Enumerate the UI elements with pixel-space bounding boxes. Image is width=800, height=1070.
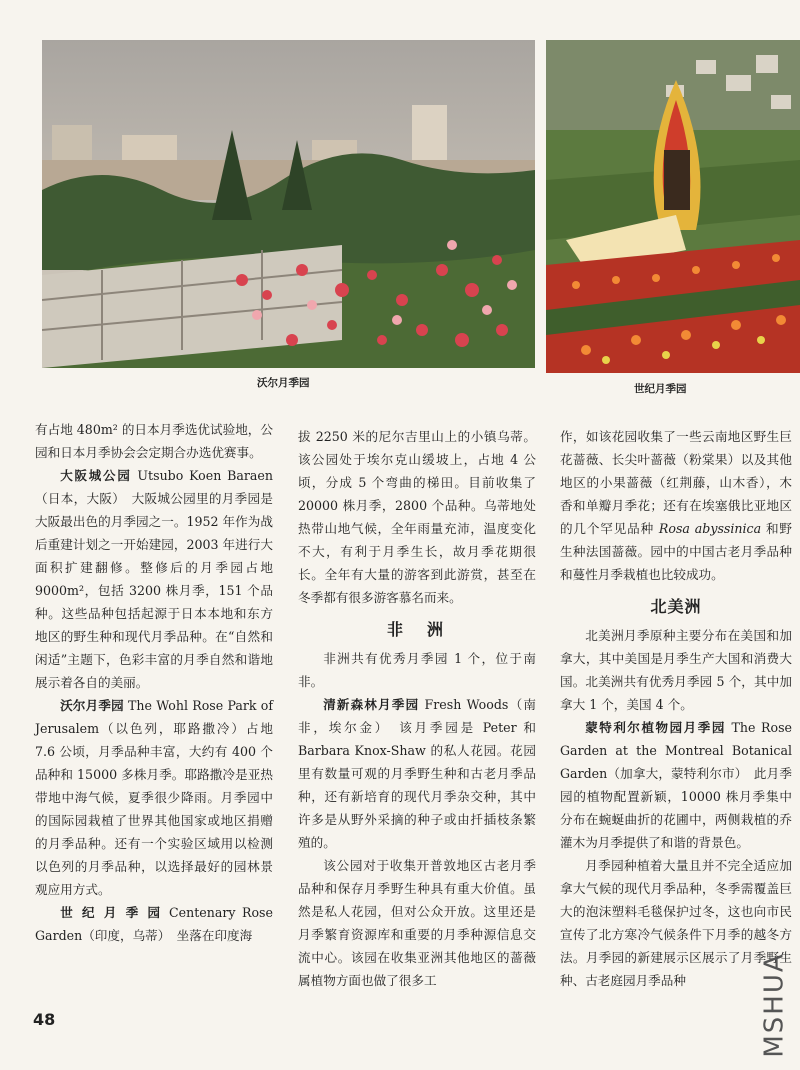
right-photo-caption: 世纪月季园 xyxy=(634,383,687,395)
paragraph-text: Utsubo Koen Baraen（日本，大阪） 大阪城公园里的月季园是大阪最出色的月季园之一。1952 年作为战后重建计划之一开始建园，2003 年进行大面积扩建翻修。整修后的月季园占地 9000m²，包括 3200 株月季，151 个品种。这些品种包括起源于日本本地和东方地区的野生种和现代月季品种。在“自然和闲适”主题下，色彩丰富的月季自然和谐地展示着各自的美丽。 xyxy=(35,468,273,690)
paragraph-montreal xyxy=(560,716,792,854)
text-column-1 xyxy=(35,418,273,947)
paragraph: 有占地 480m² 的日本月季选优试验地，公园和日本月季协会会定期合办选优赛事。 xyxy=(35,422,273,460)
watermark-text: MSHUA xyxy=(759,952,790,1058)
wohl-rose-park-photo xyxy=(42,40,535,368)
paragraph: 北美洲月季原种主要分布在美国和加拿大，其中美国是月季生产大国和消费大国。北美洲共有优秀月季园 5 个，其中加拿大 1 个，美国 4 个。 xyxy=(560,628,792,712)
paragraph xyxy=(560,425,792,586)
paragraph-text: Fresh Woods（南非，埃尔金） 该月季园是 Peter 和 Barbara Knox-Shaw 的私人花园。花园里有数量可观的月季野生种和古老月季品种，还有新培育的现代月季杂交种，其中许多是从野外采摘的种子或由扦插枝条繁殖的。 xyxy=(298,697,536,850)
paragraph: 该公园对于收集开普敦地区古老月季品种和保存月季野生种具有重大价值。虽然是私人花园，但对公众开放。这里还是月季繁育资源库和重要的月季种源信息交流中心。该园在收集亚洲其他地区的蔷薇属植物方面也做了很多工 xyxy=(298,858,536,988)
garden-name: 沃尔月季园 xyxy=(60,698,124,713)
text-column-2 xyxy=(298,425,536,992)
garden-name: 清新森林月季园 xyxy=(323,697,420,712)
section-heading-africa: 非 洲 xyxy=(386,620,447,639)
text-column-3 xyxy=(560,425,792,992)
garden-name: 蒙特利尔植物园月季园 xyxy=(585,720,726,735)
paragraph: 非洲共有优秀月季园 1 个，位于南非。 xyxy=(298,651,536,689)
watermark xyxy=(758,950,798,1060)
garden-name: 大阪城公园 xyxy=(60,468,132,483)
paragraph: 拔 2250 米的尼尔吉里山上的小镇乌蒂。该公园处于埃尔克山缓坡上，占地 4 公顷，分成 5 个弯曲的梯田。目前收集了 20000 株月季，2800 个品种。乌蒂地处热带山地气候，全年雨量充沛，温度变化不大，有利于月季生长，故月季花期很长。全年有大量的游客到此游赏，甚至在冬季都有很多游客慕名而来。 xyxy=(298,429,536,605)
section-heading-north-america: 北美洲 xyxy=(650,597,702,616)
paragraph-text: The Wohl Rose Park of Jerusalem（以色列，耶路撒冷）占地 7.6 公顷，月季品种丰富，大约有 400 个品种和 15000 多株月季。耶路撒冷是亚热带地中海气候，夏季很少降雨。月季园中的国际园栽植了世界其他国家或地区捐赠的月季品种。还有一个实验区域用以检测以色列的月季品种，以选择最好的园林景观应用方式。 xyxy=(35,698,273,897)
paragraph: 月季园种植着大量且并不完全适应加拿大气候的现代月季品种，冬季需覆盖巨大的泡沫塑料毛毯保护过冬，这也向市民宣传了北方寒冷气候条件下月季的越冬方法。月季园的新建展示区展示了月季野生种、古老庭园月季品种 xyxy=(560,858,792,988)
paragraph-osaka xyxy=(35,464,273,694)
paragraph-text: 和野生种法国蔷薇。园中的中国古老月季品种和蔓性月季栽植也比较成功。 xyxy=(560,521,792,582)
paragraph-wohl xyxy=(35,694,273,901)
garden-name: 世 纪 月 季 园 xyxy=(60,905,163,920)
paragraph-centenary xyxy=(35,901,273,947)
paragraph-text: The Rose Garden at the Montreal Botanical Garden（加拿大，蒙特利尔市） 此月季园的植物配置新颖，10000 株月季集中分布在蜿蜒曲折的花圃中，两侧栽植的乔灌木为月季提供了和谐的背景色。 xyxy=(560,720,792,850)
paragraph-fresh-woods xyxy=(298,693,536,854)
page-number: 48 xyxy=(33,1010,56,1029)
centenary-rose-garden-photo xyxy=(546,40,800,373)
left-photo-caption: 沃尔月季园 xyxy=(257,377,310,389)
paragraph-text: Centenary Rose Garden（印度，乌蒂） 坐落在印度海 xyxy=(35,905,273,943)
paragraph-text: 作，如该花园收集了一些云南地区野生巨花蔷薇、长尖叶蔷薇（粉棠果）以及其他地区的小果蔷薇（红荆藤，山木香），木香和单瓣月季花；还有在埃塞俄比亚地区的几个罕见品种 xyxy=(560,429,792,536)
latin-species-name: Rosa abyssinica xyxy=(658,521,762,536)
